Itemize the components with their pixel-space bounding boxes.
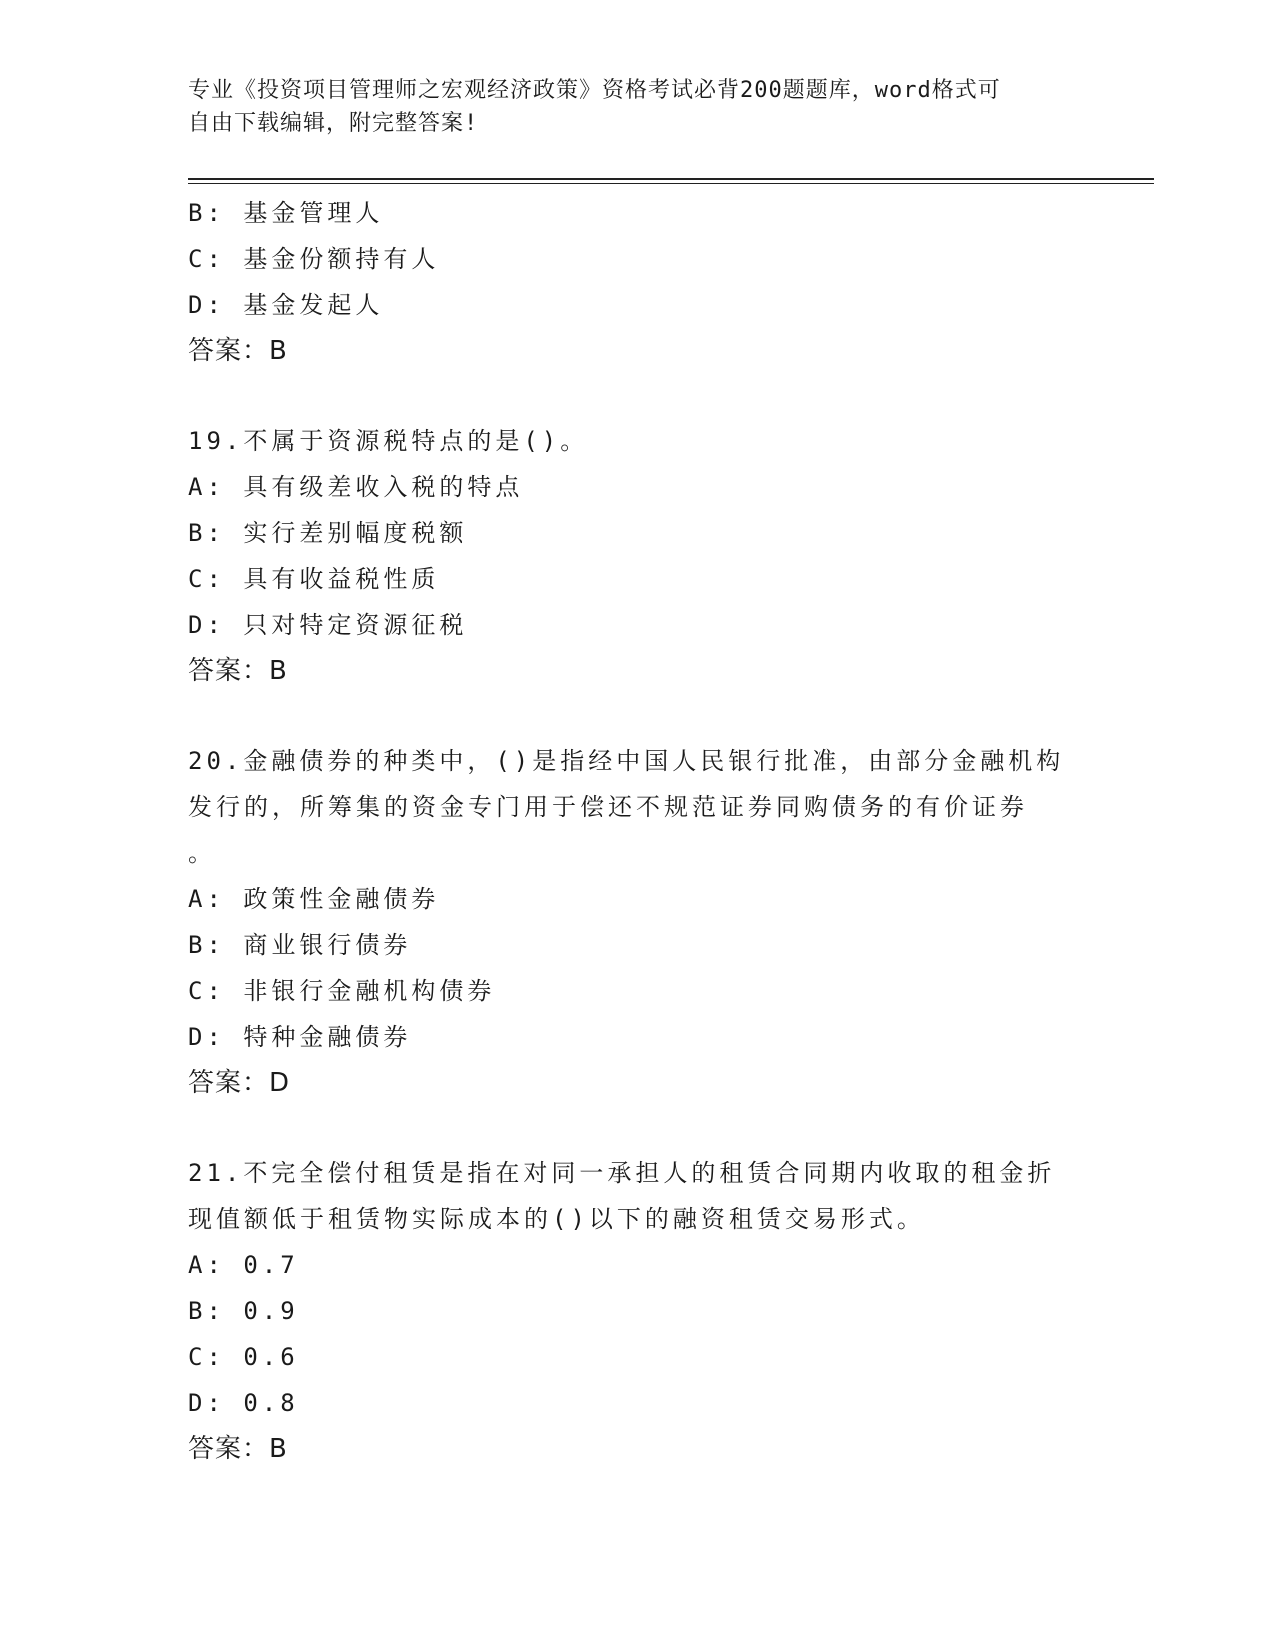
question-stem-line-2: 现值额低于租赁物实际成本的()以下的融资租赁交易形式。 bbox=[188, 1205, 925, 1233]
header-divider-thick bbox=[188, 178, 1154, 180]
answer-line: 答案：B bbox=[188, 1434, 288, 1464]
option-c: C: 具有收益税性质 bbox=[188, 565, 440, 593]
header-divider-thin bbox=[188, 183, 1154, 184]
option-d: D: 只对特定资源征税 bbox=[188, 611, 468, 639]
answer-line: 答案：B bbox=[188, 656, 288, 686]
question-block-18 bbox=[188, 190, 1088, 374]
answer-line: 答案：B bbox=[188, 336, 288, 366]
option-a: A: 0.7 bbox=[188, 1251, 299, 1279]
question-block-21 bbox=[188, 1150, 1088, 1472]
question-stem: 19.不属于资源税特点的是()。 bbox=[188, 427, 589, 455]
question-block-20 bbox=[188, 738, 1088, 1106]
option-d: D: 特种金融债券 bbox=[188, 1023, 412, 1051]
header-line-1: 专业《投资项目管理师之宏观经济政策》资格考试必背200题题库，word格式可 bbox=[188, 78, 1001, 103]
question-block-19 bbox=[188, 418, 1088, 694]
option-b: B: 实行差别幅度税额 bbox=[188, 519, 468, 547]
spacer bbox=[188, 1106, 1088, 1150]
answer-line: 答案：D bbox=[188, 1068, 291, 1098]
option-b: B: 商业银行债券 bbox=[188, 931, 412, 959]
option-a: A: 政策性金融债券 bbox=[188, 885, 440, 913]
option-b: B: 基金管理人 bbox=[188, 199, 384, 227]
question-stem-line-1: 21.不完全偿付租赁是指在对同一承担人的租赁合同期内收取的租金折 bbox=[188, 1159, 1056, 1187]
option-c: C: 0.6 bbox=[188, 1343, 299, 1371]
option-b: B: 0.9 bbox=[188, 1297, 299, 1325]
question-stem-line-2: 发行的，所筹集的资金专门用于偿还不规范证券同购债务的有价证券 bbox=[188, 793, 1028, 821]
option-d: D: 0.8 bbox=[188, 1389, 299, 1417]
header-line-2: 自由下载编辑，附完整答案! bbox=[188, 111, 479, 136]
question-stem-line-1: 20.金融债券的种类中，()是指经中国人民银行批准，由部分金融机构 bbox=[188, 747, 1065, 775]
spacer bbox=[188, 374, 1088, 418]
option-c: C: 基金份额持有人 bbox=[188, 245, 440, 273]
question-stem-line-3: 。 bbox=[188, 839, 216, 867]
option-c: C: 非银行金融机构债券 bbox=[188, 977, 496, 1005]
question-list bbox=[188, 190, 1088, 1472]
document-header bbox=[188, 74, 1088, 140]
option-d: D: 基金发起人 bbox=[188, 291, 384, 319]
spacer bbox=[188, 694, 1088, 738]
option-a: A: 具有级差收入税的特点 bbox=[188, 473, 524, 501]
